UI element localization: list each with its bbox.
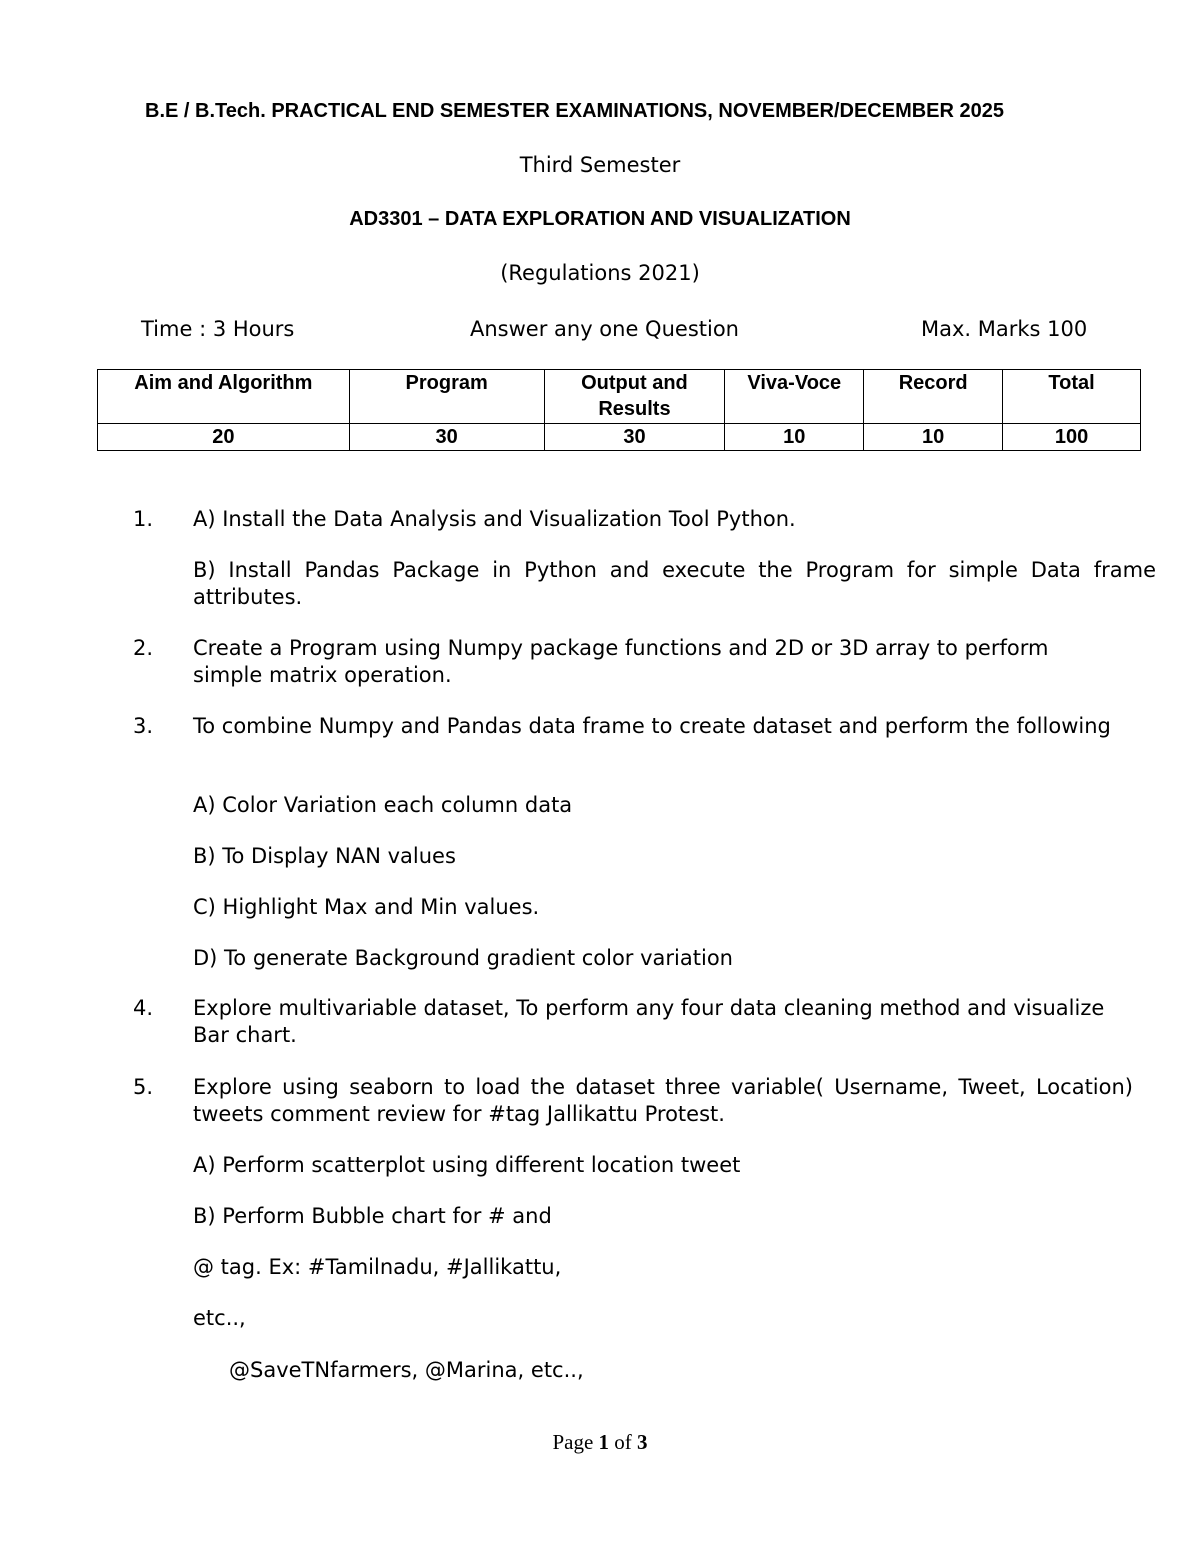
question-3d: D) To generate Background gradient color variation: [193, 946, 733, 970]
question-number: 1.: [133, 507, 154, 531]
question-number: 2.: [133, 636, 154, 660]
question-4-text: Explore multivariable dataset, To perform any four data cleaning method and visualize Bar chart.: [193, 996, 1105, 1047]
question-1a: A) Install the Data Analysis and Visualization Tool Python.: [193, 507, 796, 531]
subject-title: AD3301 – DATA EXPLORATION AND VISUALIZATION: [349, 208, 851, 230]
page-label: Page: [552, 1430, 594, 1454]
question-3c: C) Highlight Max and Min values.: [193, 895, 540, 919]
question-5b-line2: @ tag. Ex: #Tamilnadu, #Jallikattu,: [193, 1255, 562, 1279]
marks-table: [97, 369, 1141, 451]
header-cell: Total: [1003, 370, 1141, 424]
regulations-label: (Regulations 2021): [500, 261, 700, 285]
header-cell: Viva-Voce: [725, 370, 864, 424]
question-3a: A) Color Variation each column data: [193, 793, 573, 817]
question-5b-line4: @SaveTNfarmers, @Marina, etc..,: [229, 1358, 584, 1382]
page-footer: [0, 1430, 1200, 1455]
question-2-text: Create a Program using Numpy package functions and 2D or 3D array to perform simple matrix operation.: [193, 636, 1049, 687]
header-cell: Program: [349, 370, 544, 424]
exam-title: B.E / B.Tech. PRACTICAL END SEMESTER EXAMINATIONS, NOVEMBER/DECEMBER 2025: [145, 100, 1005, 122]
value-cell: 10: [725, 424, 864, 451]
header-cell: Record: [864, 370, 1003, 424]
instruction-label: Answer any one Question: [470, 317, 739, 341]
semester-label: Third Semester: [519, 153, 681, 177]
question-5-text: Explore using seaborn to load the dataset three variable( Username, Tweet, Location) tweets comment review for #tag Jallikattu Protest.: [193, 1075, 1133, 1126]
page-current: 1: [598, 1430, 610, 1454]
marks-value-row: [98, 424, 1141, 451]
value-cell: 20: [98, 424, 350, 451]
value-cell: 30: [544, 424, 725, 451]
time-label: Time : 3 Hours: [141, 317, 295, 341]
question-number: 3.: [133, 714, 154, 738]
question-5a: A) Perform scatterplot using different location tweet: [193, 1153, 741, 1177]
page-total: 3: [637, 1430, 648, 1454]
question-number: 4.: [133, 996, 154, 1020]
value-cell: 30: [349, 424, 544, 451]
header-cell: Aim and Algorithm: [98, 370, 350, 424]
question-5b: B) Perform Bubble chart for # and: [193, 1204, 552, 1228]
header-cell: Output and Results: [544, 370, 725, 424]
question-3-text: To combine Numpy and Pandas data frame to create dataset and perform the following: [193, 714, 1111, 738]
question-3b: B) To Display NAN values: [193, 844, 456, 868]
max-marks-label: Max. Marks 100: [921, 317, 1088, 341]
question-1b: B) Install Pandas Package in Python and execute the Program for simple Data frame attributes.: [193, 558, 1156, 609]
value-cell: 10: [864, 424, 1003, 451]
value-cell: 100: [1003, 424, 1141, 451]
question-number: 5.: [133, 1075, 154, 1099]
marks-header-row: [98, 370, 1141, 424]
question-5b-line3: etc..,: [193, 1306, 246, 1330]
page-of: of: [614, 1430, 632, 1454]
